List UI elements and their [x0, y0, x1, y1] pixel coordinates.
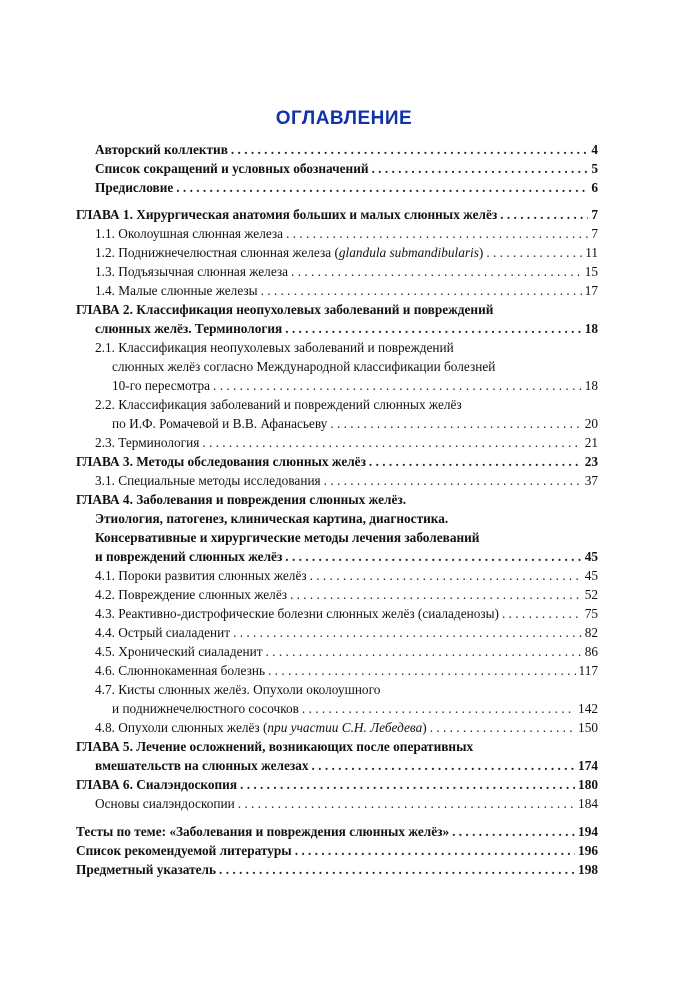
toc-page-number: 17 — [584, 283, 598, 298]
toc-entry-3-1[interactable] — [95, 471, 598, 490]
dot-leader — [240, 775, 575, 794]
toc-entry-4-2[interactable] — [95, 585, 598, 604]
toc-page-number: 18 — [584, 321, 598, 336]
toc-entry-abbreviations[interactable] — [95, 159, 598, 178]
toc-page-number: 23 — [584, 454, 598, 469]
toc-entry-4-3[interactable] — [95, 604, 598, 623]
dot-leader — [486, 243, 582, 262]
toc-entry-tests[interactable] — [76, 822, 598, 841]
toc-entry-chapter-6[interactable] — [76, 775, 598, 794]
toc-page-number: 7 — [591, 207, 598, 222]
toc-page-number: 45 — [584, 549, 598, 564]
toc-entry-chapter-3[interactable] — [76, 452, 598, 471]
toc-entry-label: вмешательств на слюнных железах — [95, 758, 309, 773]
toc-entry-label: 4.5. Хронический сиаладенит — [95, 644, 263, 659]
toc-entry-label: 10-го пересмотра — [112, 378, 211, 393]
toc-entry-label: и повреждений слюнных желёз — [95, 549, 283, 564]
toc-entry-4-8[interactable] — [95, 718, 598, 737]
toc-page-number: 11 — [585, 245, 598, 260]
dot-leader — [233, 623, 582, 642]
toc-entry-label: 4.2. Повреждение слюнных желёз — [95, 587, 287, 602]
toc-entry-label: 4.4. Острый сиаладенит — [95, 625, 231, 640]
toc-entry-4-4[interactable] — [95, 623, 598, 642]
toc-entry-index[interactable] — [76, 860, 598, 879]
toc-entry-label: по И.Ф. Ромачевой и В.В. Афанасьеву — [112, 416, 328, 431]
toc-entry-chapter-2-line1: ГЛАВА 2. Классификация неопухолевых заболеваний и повреждений — [76, 302, 494, 317]
toc-entry-2-2-line1: 2.2. Классификация заболеваний и повреждений слюнных желёз — [95, 397, 462, 412]
dot-leader — [452, 822, 575, 841]
toc-entry-label: ГЛАВА 6. Сиалэндоскопия — [76, 777, 238, 792]
toc-entry-label: Список рекомендуемой литературы — [76, 843, 292, 858]
toc-page-number: 117 — [578, 663, 598, 678]
toc-entry-label: 4.3. Реактивно-дистрофические болезни слюнных желёз (сиаладенозы) — [95, 606, 499, 621]
toc-page-number: 52 — [584, 587, 598, 602]
dot-leader — [310, 566, 582, 585]
toc-entry-2-3[interactable] — [95, 433, 598, 452]
toc-entry-label: 1.2. Поднижнечелюстная слюнная железа (glandula submandibularis) — [95, 245, 484, 260]
toc-entry-label: 4.8. Опухоли слюнных желёз (при участии С.Н. Лебедева) — [95, 720, 427, 735]
toc-entry-label: 4.6. Слюннокаменная болезнь — [95, 663, 266, 678]
toc-page-number: 194 — [578, 824, 598, 839]
dot-leader — [238, 794, 575, 813]
toc-entry-label: Предметный указатель — [76, 862, 217, 877]
toc-entry-4-7-line1: 4.7. Кисты слюнных желёз. Опухоли околоушного — [95, 682, 381, 697]
toc-entry-1-4[interactable] — [95, 281, 598, 300]
toc-page-number: 18 — [584, 378, 598, 393]
toc-entry-label: ГЛАВА 3. Методы обследования слюнных желёз — [76, 454, 366, 469]
dot-leader — [285, 319, 581, 338]
toc-page-number: 198 — [578, 862, 598, 877]
dot-leader — [330, 414, 581, 433]
dot-leader — [324, 471, 582, 490]
toc-entry-2-1[interactable] — [112, 376, 598, 395]
toc-entry-label: 1.3. Подъязычная слюнная железа — [95, 264, 289, 279]
toc-entry-1-1[interactable] — [95, 224, 598, 243]
toc-entry-1-3[interactable] — [95, 262, 598, 281]
toc-page-number: 5 — [591, 161, 598, 176]
toc-page-number: 86 — [584, 644, 598, 659]
toc-entry-label: Основы сиалэндоскопии — [95, 796, 235, 811]
toc-entry-label: Авторский коллектив — [95, 142, 228, 157]
toc-page-number: 4 — [591, 142, 598, 157]
dot-leader — [302, 699, 575, 718]
toc-page-number: 150 — [578, 720, 598, 735]
dot-leader — [430, 718, 575, 737]
toc-page-number: 82 — [584, 625, 598, 640]
dot-leader — [285, 547, 581, 566]
toc-page-number: 184 — [578, 796, 598, 811]
dot-leader — [295, 841, 575, 860]
toc-page-number: 174 — [578, 758, 598, 773]
dot-leader — [500, 205, 588, 224]
toc-entry-label: 1.1. Околоушная слюнная железа — [95, 226, 284, 241]
toc-entry-chapter-5[interactable] — [95, 756, 598, 775]
toc-entry-chapter-4-line1: ГЛАВА 4. Заболевания и повреждения слюнных желёз. — [76, 492, 407, 507]
toc-entry-label: слюнных желёз. Терминология — [95, 321, 283, 336]
toc-entry-4-7[interactable] — [112, 699, 598, 718]
toc-page-number: 15 — [584, 264, 598, 279]
toc-page-number: 180 — [578, 777, 598, 792]
toc-entry-label: 1.4. Малые слюнные железы — [95, 283, 258, 298]
dot-leader — [176, 178, 588, 197]
toc-entry-2-2[interactable] — [112, 414, 598, 433]
toc-entry-label: 4.1. Пороки развития слюнных желёз — [95, 568, 307, 583]
toc-entry-preface[interactable] — [95, 178, 598, 197]
toc-page-number: 142 — [578, 701, 598, 716]
toc-entry-label: 2.3. Терминология — [95, 435, 200, 450]
toc-entry-label: 3.1. Специальные методы исследования — [95, 473, 321, 488]
toc-page-number: 6 — [591, 180, 598, 195]
toc-page-number: 75 — [584, 606, 598, 621]
dot-leader — [286, 224, 588, 243]
toc-entry-4-1[interactable] — [95, 566, 598, 585]
dot-leader — [372, 159, 589, 178]
toc-page-number: 20 — [584, 416, 598, 431]
toc-entry-2-1-line1: 2.1. Классификация неопухолевых заболеваний и повреждений — [95, 340, 454, 355]
toc-entry-label: Тесты по теме: «Заболевания и повреждения слюнных желёз» — [76, 824, 450, 839]
toc-title: ОГЛАВЛЕНИЕ — [275, 108, 413, 129]
dot-leader — [266, 642, 582, 661]
dot-leader — [290, 585, 582, 604]
toc-entry-1-2[interactable] — [95, 243, 598, 262]
dot-leader — [291, 262, 582, 281]
dot-leader — [213, 376, 582, 395]
toc-page-number: 37 — [584, 473, 598, 488]
toc-entry-label: ГЛАВА 1. Хирургическая анатомия больших и малых слюнных желёз — [76, 207, 498, 222]
toc-entry-label: Предисловие — [95, 180, 174, 195]
toc-entry-chapter-4[interactable] — [95, 547, 598, 566]
toc-page-number: 21 — [584, 435, 598, 450]
toc-entry-chapter-4-line2: Этиология, патогенез, клиническая картина, диагностика. — [95, 511, 449, 526]
dot-leader — [502, 604, 582, 623]
toc-entry-authors[interactable] — [95, 140, 598, 159]
toc-entry-label: и поднижнечелюстного сосочков — [112, 701, 299, 716]
dot-leader — [312, 756, 576, 775]
toc-page-number: 196 — [578, 843, 598, 858]
toc-entry-6-basics[interactable] — [95, 794, 598, 813]
dot-leader — [261, 281, 582, 300]
toc-entry-4-5[interactable] — [95, 642, 598, 661]
dot-leader — [202, 433, 581, 452]
toc-entry-chapter-5-line1: ГЛАВА 5. Лечение осложнений, возникающих после оперативных — [76, 739, 474, 754]
toc-entry-2-1-line2: слюнных желёз согласно Международной классификации болезней — [112, 359, 496, 374]
toc-entry-4-6[interactable] — [95, 661, 598, 680]
toc-entry-chapter-4-line3: Консервативные и хирургические методы лечения заболеваний — [95, 530, 480, 545]
dot-leader — [268, 661, 576, 680]
dot-leader — [219, 860, 575, 879]
toc-entry-label: Список сокращений и условных обозначений — [95, 161, 369, 176]
toc-entry-chapter-2[interactable] — [95, 319, 598, 338]
toc-page-number: 45 — [584, 568, 598, 583]
dot-leader — [369, 452, 582, 471]
toc-page-number: 7 — [591, 226, 598, 241]
toc-entry-chapter-1[interactable] — [76, 205, 598, 224]
dot-leader — [231, 140, 588, 159]
toc-entry-literature[interactable] — [76, 841, 598, 860]
